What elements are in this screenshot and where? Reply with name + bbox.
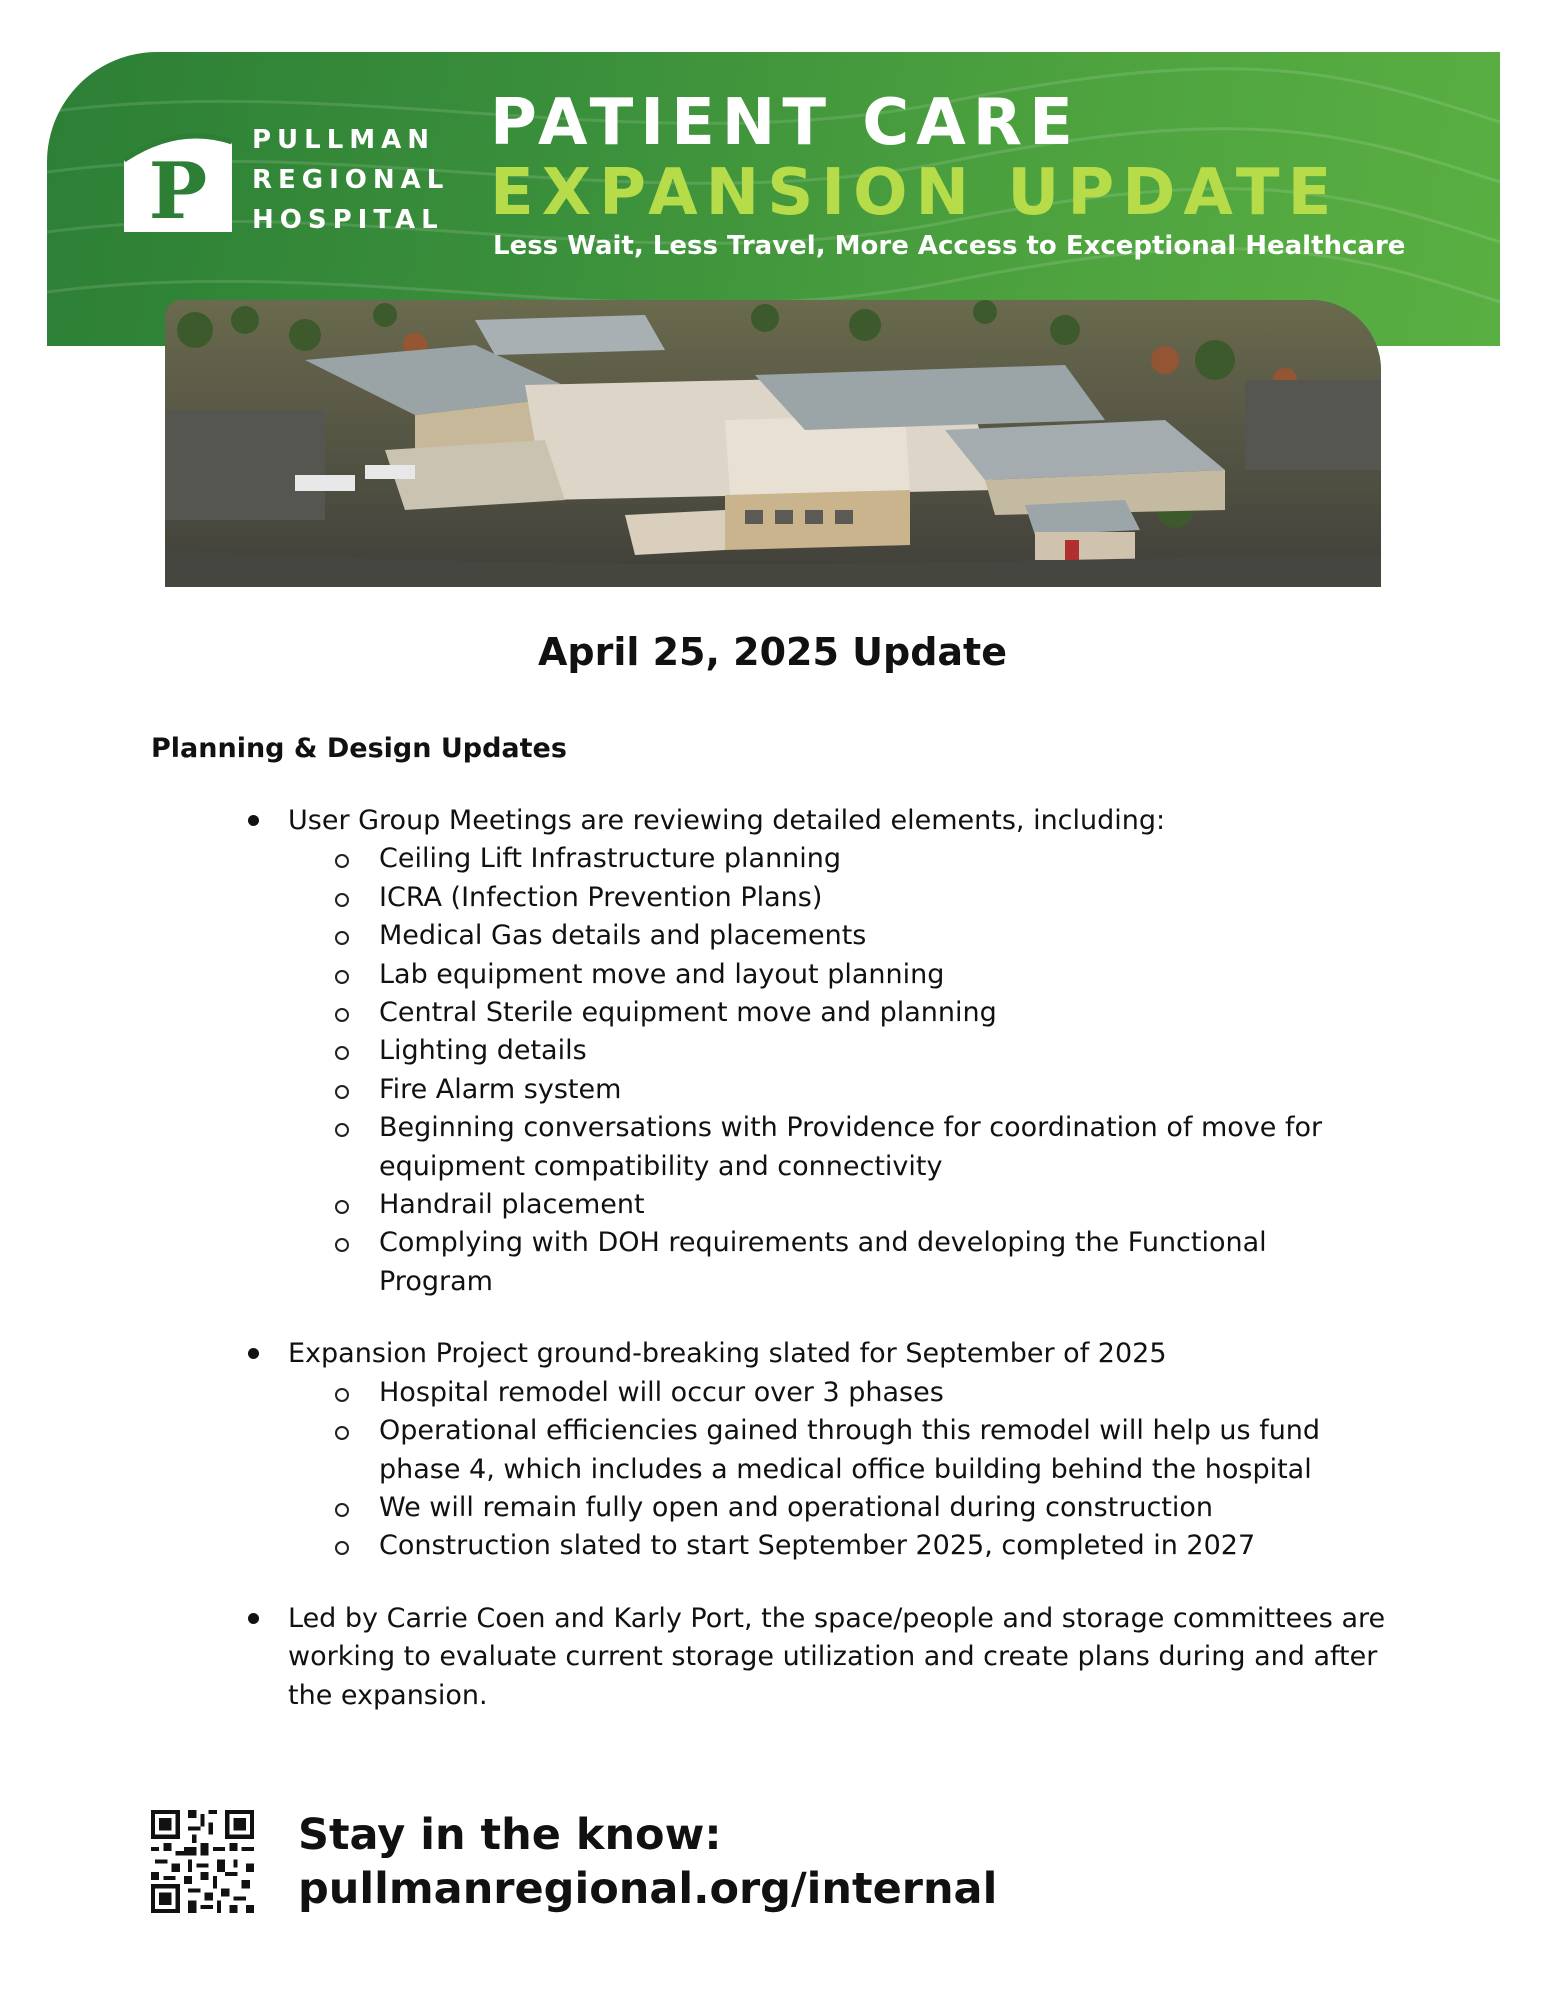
sub-item-text: Central Sterile equipment move and planning bbox=[379, 997, 997, 1029]
sub-item-text: ICRA (Infection Prevention Plans) bbox=[379, 881, 823, 913]
circle-bullet-icon bbox=[335, 970, 349, 984]
circle-bullet-icon bbox=[335, 1200, 349, 1214]
sub-item bbox=[379, 1071, 1379, 1109]
circle-bullet-icon bbox=[335, 1503, 349, 1517]
sub-item-text: Ceiling Lift Infrastructure planning bbox=[379, 843, 842, 875]
sub-item bbox=[379, 1032, 1379, 1070]
hospital-logo bbox=[120, 120, 236, 232]
logo-line-2: REGIONAL bbox=[252, 165, 450, 195]
logo-line-1: PULLMAN bbox=[252, 125, 436, 155]
sub-item bbox=[379, 1527, 1379, 1565]
sub-item-text: Lighting details bbox=[379, 1035, 587, 1067]
sub-item-text: Hospital remodel will occur over 3 phases bbox=[379, 1376, 944, 1408]
circle-bullet-icon bbox=[335, 854, 349, 868]
sub-item-text: Beginning conversations with Providence for coordination of move for equipment compatibility and connectivity bbox=[379, 1112, 1323, 1182]
circle-bullet-icon bbox=[335, 1238, 349, 1252]
logo-wordmark bbox=[252, 120, 449, 240]
sub-item-text: Medical Gas details and placements bbox=[379, 920, 867, 952]
sub-item bbox=[379, 956, 1379, 994]
sub-item-text: Lab equipment move and layout planning bbox=[379, 958, 945, 990]
bullet-dot-icon bbox=[248, 1613, 259, 1624]
sub-item bbox=[379, 1109, 1379, 1186]
sub-item-text: Handrail placement bbox=[379, 1189, 645, 1221]
logo-line-3: HOSPITAL bbox=[252, 205, 444, 235]
sub-item bbox=[379, 994, 1379, 1032]
circle-bullet-icon bbox=[335, 1123, 349, 1137]
sub-item bbox=[379, 1224, 1379, 1301]
sub-item bbox=[379, 917, 1379, 955]
sub-item bbox=[379, 1412, 1379, 1489]
circle-bullet-icon bbox=[335, 1046, 349, 1060]
update-content bbox=[0, 802, 1545, 1715]
sub-item-text: Fire Alarm system bbox=[379, 1073, 622, 1105]
footer-cta: Stay in the know: bbox=[298, 1810, 722, 1860]
sub-item bbox=[379, 1186, 1379, 1224]
banner-tagline: Less Wait, Less Travel, More Access to Exceptional Healthcare bbox=[493, 231, 1406, 261]
bullet-text: User Group Meetings are reviewing detailed elements, including: bbox=[288, 805, 1166, 836]
circle-bullet-icon bbox=[335, 931, 349, 945]
banner-title-line-1: PATIENT CARE bbox=[490, 86, 1080, 160]
sub-item bbox=[379, 840, 1379, 878]
bullet-item bbox=[288, 1600, 1388, 1715]
update-date-heading: April 25, 2025 Update bbox=[537, 630, 1007, 674]
logo-letter: P bbox=[148, 146, 208, 232]
sub-item bbox=[379, 1489, 1379, 1527]
section-heading: Planning & Design Updates bbox=[151, 733, 567, 764]
circle-bullet-icon bbox=[335, 1426, 349, 1440]
qr-code-icon[interactable] bbox=[151, 1810, 254, 1913]
sub-item-text: Operational efficiencies gained through this remodel will help us fund phase 4, which includes a medical office building behind the hospital bbox=[379, 1415, 1321, 1485]
bullet-text: Expansion Project ground-breaking slated for September of 2025 bbox=[288, 1338, 1167, 1370]
bullet-item bbox=[288, 802, 1388, 1301]
bullet-dot-icon bbox=[248, 815, 259, 826]
banner-title-line-2: EXPANSION UPDATE bbox=[490, 156, 1340, 230]
footer-url-link[interactable]: pullmanregional.org/internal bbox=[298, 1864, 998, 1914]
circle-bullet-icon bbox=[335, 1085, 349, 1099]
circle-bullet-icon bbox=[335, 893, 349, 907]
sub-item bbox=[379, 1374, 1379, 1412]
circle-bullet-icon bbox=[335, 1388, 349, 1402]
sub-item-text: We will remain fully open and operational during construction bbox=[379, 1491, 1214, 1523]
circle-bullet-icon bbox=[335, 1008, 349, 1022]
sub-item bbox=[379, 879, 1379, 917]
sub-item-text: Complying with DOH requirements and developing the Functional Program bbox=[379, 1227, 1267, 1297]
hospital-aerial-photo bbox=[165, 300, 1381, 587]
sub-item-text: Construction slated to start September 2025, completed in 2027 bbox=[379, 1530, 1256, 1562]
circle-bullet-icon bbox=[335, 1541, 349, 1555]
bullet-item bbox=[288, 1335, 1388, 1565]
bullet-text: Led by Carrie Coen and Karly Port, the space/people and storage committees are working to evaluate current storage utilization and create plans during and after the expansion. bbox=[288, 1602, 1386, 1711]
sub-list bbox=[288, 1374, 1388, 1566]
sub-list bbox=[288, 840, 1388, 1301]
bullet-dot-icon bbox=[248, 1348, 259, 1359]
